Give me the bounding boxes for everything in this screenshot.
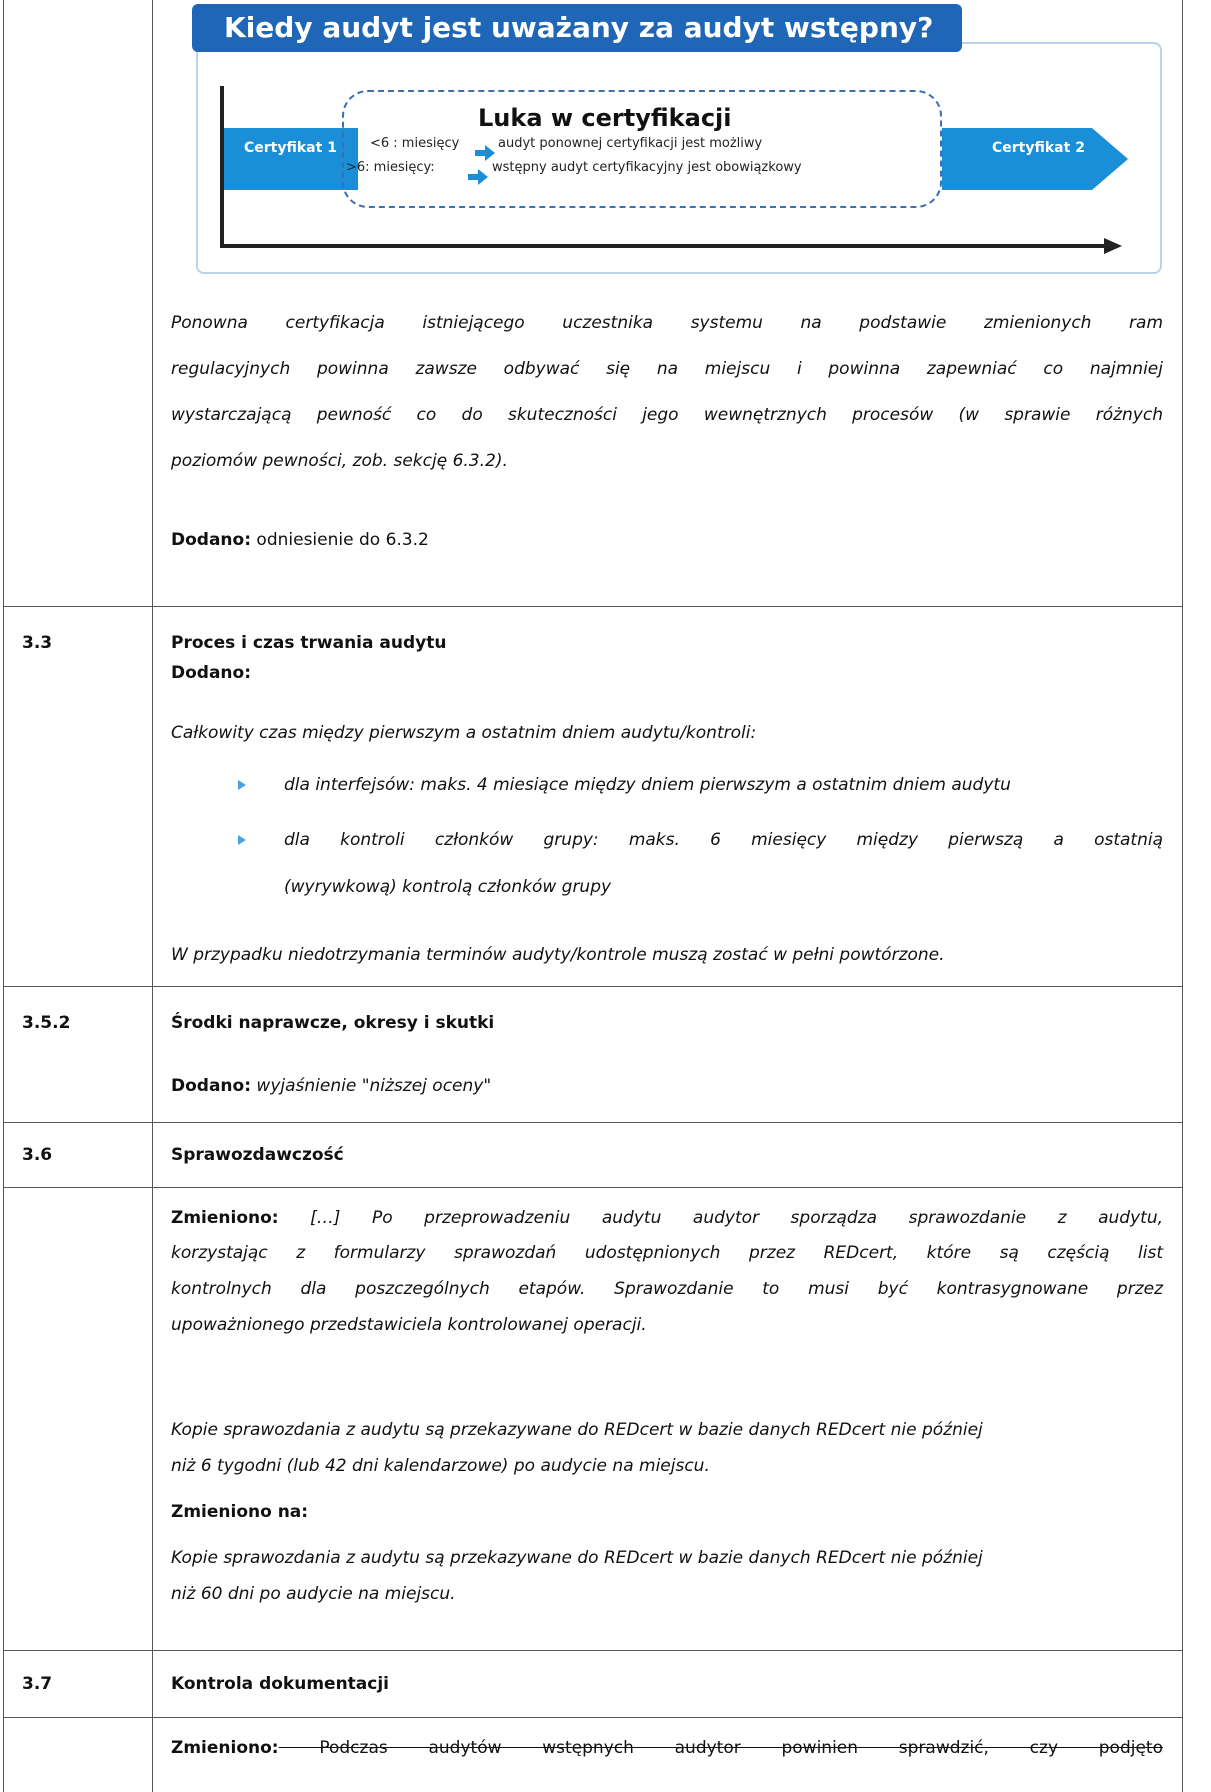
changed-note-line: Zmieniono: Podczas audytów wstępnych audytor powinien sprawdzić, czy podjęto xyxy=(171,1738,1163,1758)
certificate-1-label: Certyfikat 1 xyxy=(244,140,337,156)
diagram-title: Kiedy audyt jest uważany za audyt wstępny? xyxy=(192,4,962,52)
paragraph-line: kontrolnych dla poszczególnych etapów. Sprawozdanie to musi być kontrasygnowane przez xyxy=(171,1279,1163,1299)
gap-line2-text: wstępny audyt certyfikacyjny jest obowiązkowy xyxy=(492,160,802,175)
bullet-arrow-icon xyxy=(238,780,246,790)
paragraph-line: Kopie sprawozdania z audytu są przekazywane do REDcert w bazie danych REDcert nie później xyxy=(171,1548,983,1568)
paragraph-line: upoważnionego przedstawiciela kontrolowanej operacji. xyxy=(171,1315,647,1335)
paragraph-line: Ponowna certyfikacja istniejącego uczestnika systemu na podstawie zmienionych ram xyxy=(171,313,1163,333)
bullet-text: (wyrywkową) kontrolą członków grupy xyxy=(284,877,612,897)
gap-line1-prefix: <6 : miesięcy xyxy=(370,136,460,151)
section-number: 3.7 xyxy=(22,1674,53,1694)
section-title: Proces i czas trwania audytu xyxy=(171,633,447,653)
section-title: Sprawozdawczość xyxy=(171,1145,344,1165)
row-divider xyxy=(3,606,1183,607)
paragraph-line: poziomów pewności, zob. sekcję 6.3.2). xyxy=(171,451,508,471)
row-divider xyxy=(3,986,1183,987)
timeline-arrowhead xyxy=(1104,238,1122,254)
added-label: Dodano: xyxy=(171,663,252,683)
certificate-2-label: Certyfikat 2 xyxy=(992,140,1085,156)
gap-title: Luka w certyfikacji xyxy=(478,104,732,132)
row-divider xyxy=(3,1187,1183,1188)
column-divider xyxy=(152,0,153,1792)
certificate-1-block xyxy=(224,128,358,190)
bullet-arrow-icon xyxy=(238,835,246,845)
paragraph-line: korzystając z formularzy sprawozdań udostępnionych przez REDcert, które są częścią list xyxy=(171,1243,1163,1263)
changed-note-line: Zmieniono: […] Po przeprowadzeniu audytu audytor sporządza sprawozdanie z audytu, xyxy=(171,1208,1163,1228)
paragraph-line: niż 6 tygodni (lub 42 dni kalendarzowe) po audycie na miejscu. xyxy=(171,1456,710,1476)
bullet-text: dla interfejsów: maks. 4 miesiące między dniem pierwszym a ostatnim dniem audytu xyxy=(284,775,1011,795)
bullet-text: dla kontroli członków grupy: maks. 6 miesięcy między pierwszą a ostatnią xyxy=(284,830,1163,850)
section-number: 3.5.2 xyxy=(22,1013,71,1033)
paragraph-line: Kopie sprawozdania z audytu są przekazywane do REDcert w bazie danych REDcert nie później xyxy=(171,1420,983,1440)
paragraph-line: regulacyjnych powinna zawsze odbywać się na miejscu i powinna zapewniać co najmniej xyxy=(171,359,1163,379)
certification-gap-diagram xyxy=(192,4,1166,276)
paragraph-line: Całkowity czas między pierwszym a ostatnim dniem audytu/kontroli: xyxy=(171,723,757,743)
section-number: 3.3 xyxy=(22,633,53,653)
changed-to-label: Zmieniono na: xyxy=(171,1502,309,1522)
added-note: Dodano: odniesienie do 6.3.2 xyxy=(171,530,429,550)
section-title: Kontrola dokumentacji xyxy=(171,1674,389,1694)
paragraph-line: W przypadku niedotrzymania terminów audyty/kontrole muszą zostać w pełni powtórzone. xyxy=(171,945,945,965)
row-divider xyxy=(3,1122,1183,1123)
paragraph-line: niż 60 dni po audycie na miejscu. xyxy=(171,1584,456,1604)
certificate-2-arrow xyxy=(942,128,1128,190)
section-number: 3.6 xyxy=(22,1145,53,1165)
table-border-left xyxy=(3,0,4,1792)
row-divider xyxy=(3,1650,1183,1651)
gap-line1-text: audyt ponownej certyfikacji jest możliwy xyxy=(498,136,763,151)
table-border-right xyxy=(1182,0,1183,1792)
row-divider xyxy=(3,1717,1183,1718)
section-title: Środki naprawcze, okresy i skutki xyxy=(171,1013,495,1033)
paragraph-line: wystarczającą pewność co do skuteczności jego wewnętrznych procesów (w sprawie różnych xyxy=(171,405,1163,425)
gap-line2-prefix: >6: miesięcy: xyxy=(346,160,435,175)
added-note: Dodano: wyjaśnienie "niższej oceny" xyxy=(171,1076,492,1096)
